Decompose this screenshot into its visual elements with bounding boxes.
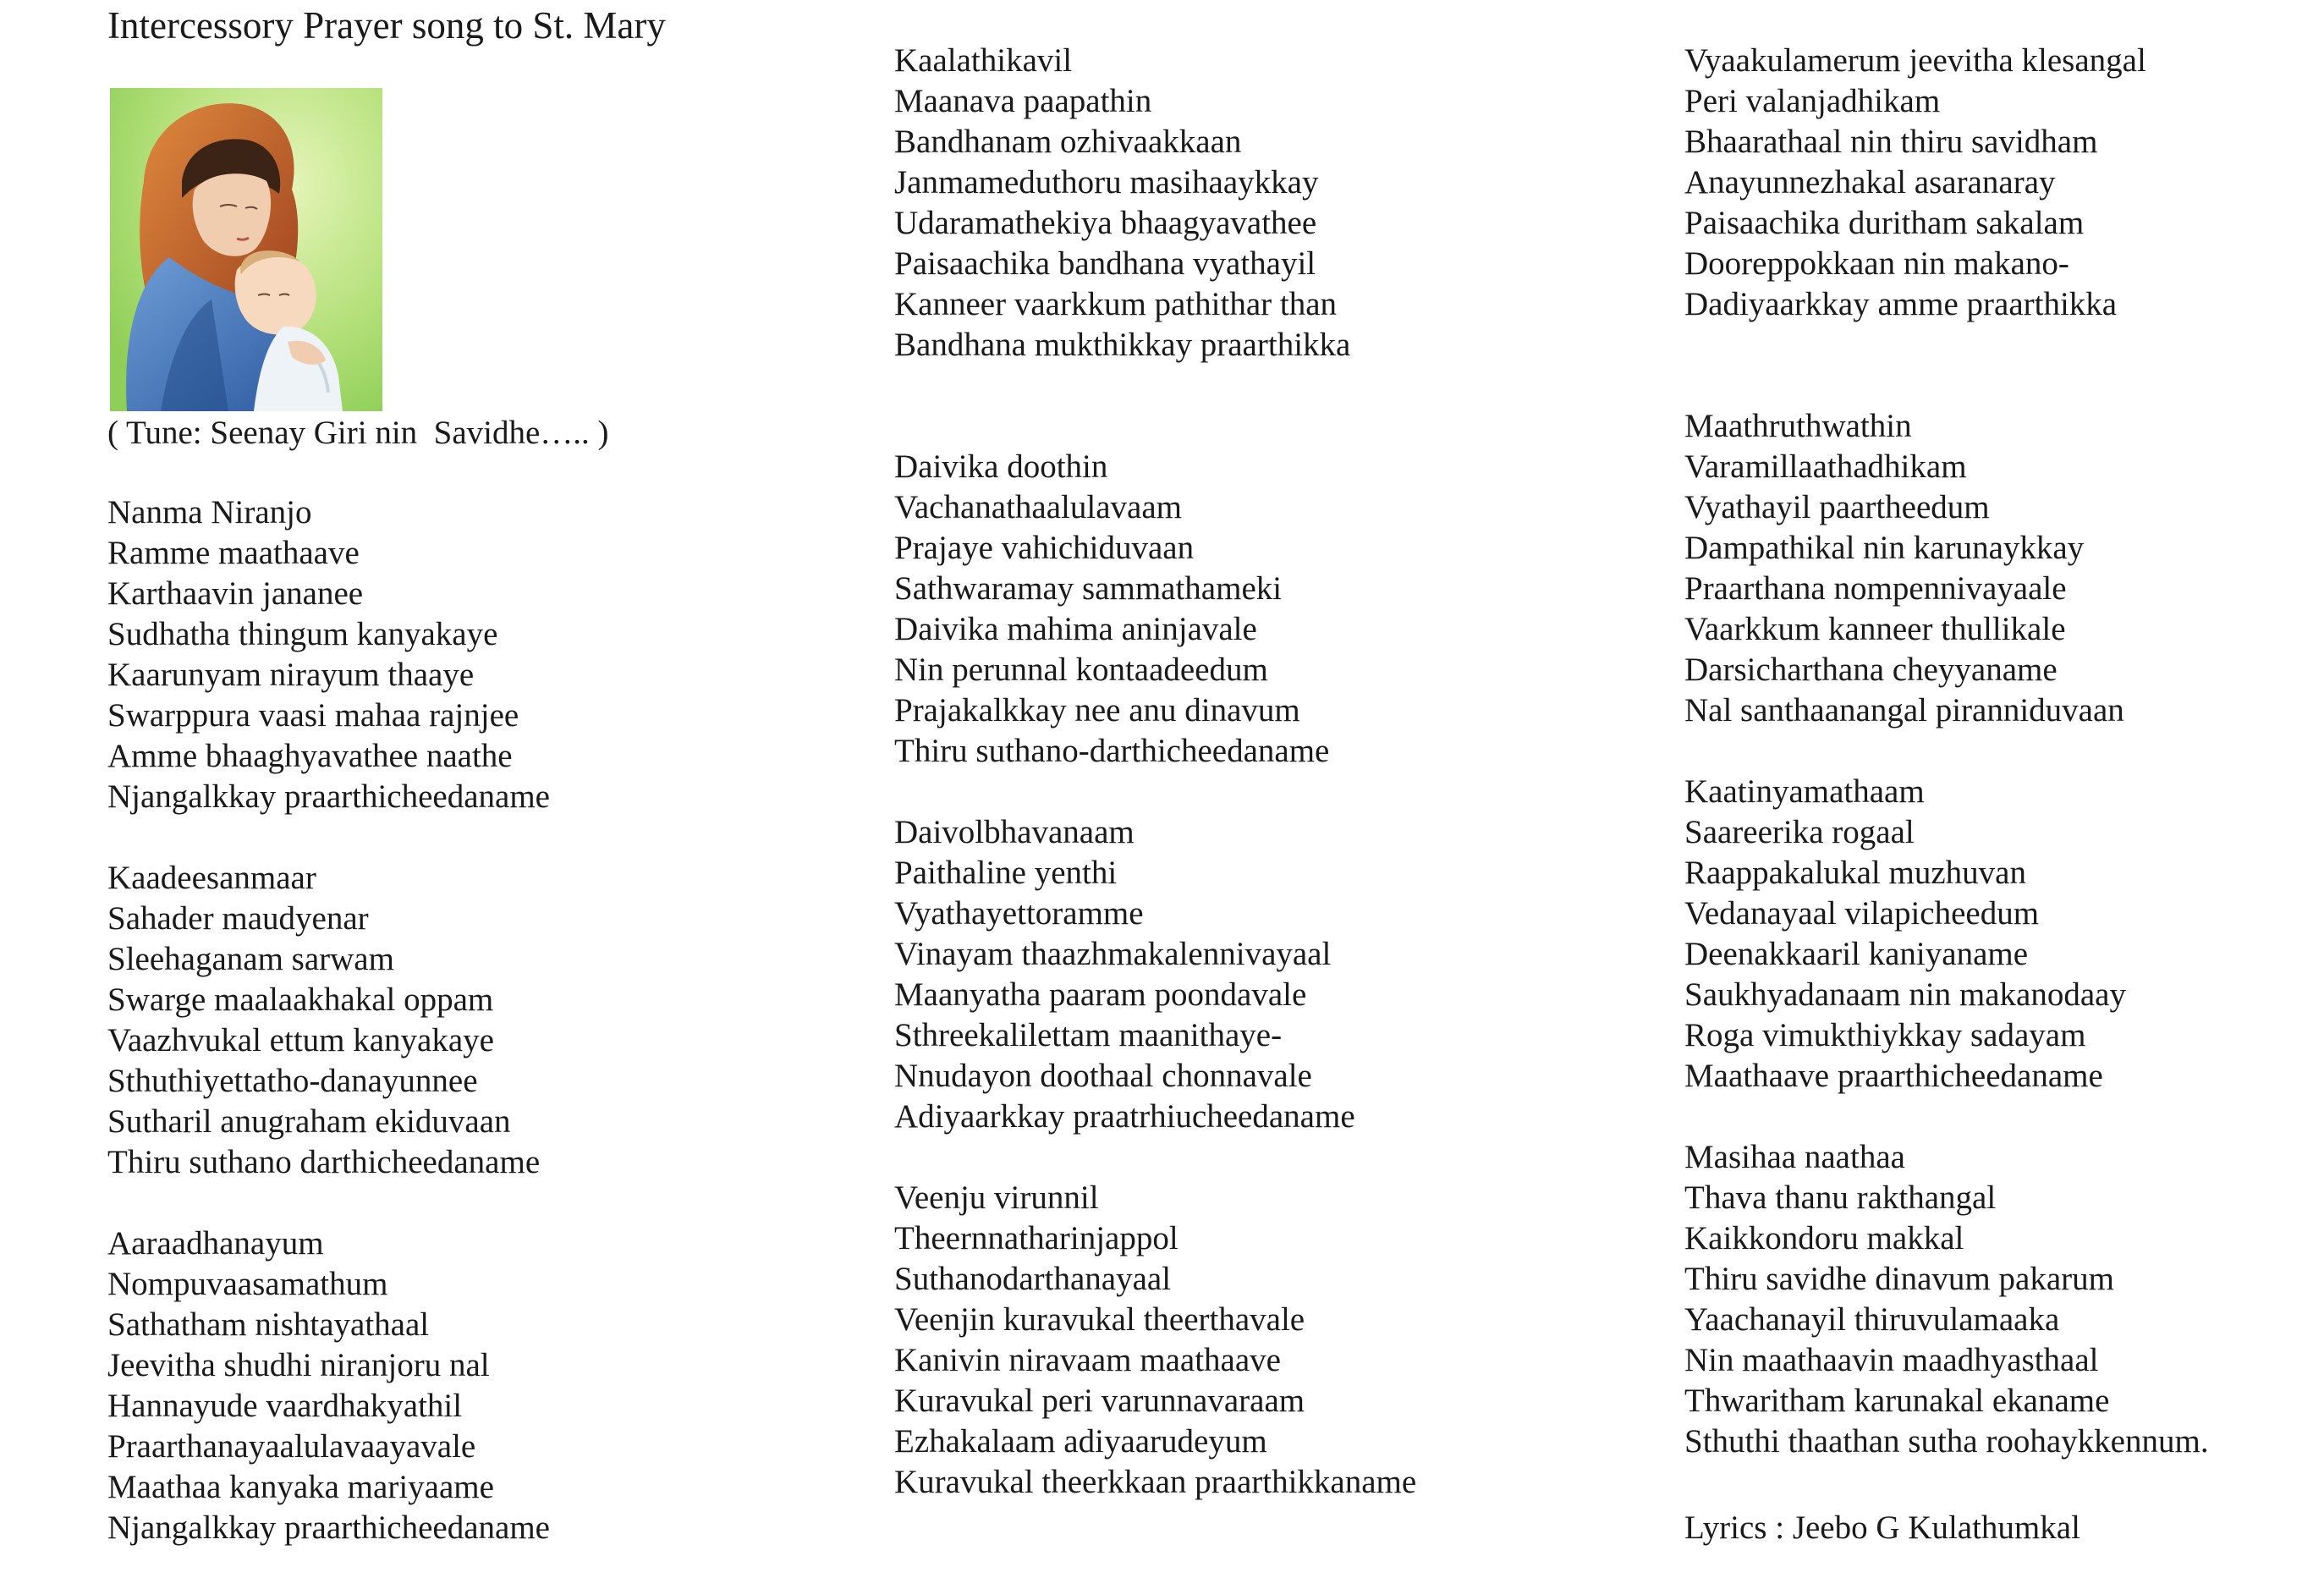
lyrics-credit: Lyrics : Jeebo G Kulathumkal bbox=[1684, 1509, 2080, 1546]
lyric-line: Udaramathekiya bhaagyavathee bbox=[894, 205, 1317, 241]
lyric-line: Peri valanjadhikam bbox=[1684, 83, 1941, 119]
lyric-line: Thwaritham karunakal ekaname bbox=[1684, 1383, 2110, 1419]
lyric-line: Vaazhvukal ettum kanyakaye bbox=[107, 1022, 494, 1058]
lyric-line: Njangalkkay praarthicheedaname bbox=[107, 1509, 550, 1546]
lyric-line: Sutharil anugraham ekiduvaan bbox=[107, 1103, 511, 1140]
lyric-line: Kanneer vaarkkum pathithar than bbox=[894, 286, 1338, 322]
lyric-line: Bandhana mukthikkay praarthikka bbox=[894, 327, 1351, 363]
lyric-line: Nin perunnal kontaadeedum bbox=[894, 652, 1268, 688]
lyric-line: Dampathikal nin karunaykkay bbox=[1684, 530, 2085, 566]
lyric-line: Deenakkaaril kaniyaname bbox=[1684, 936, 2029, 972]
lyric-line: Sleehaganam sarwam bbox=[107, 941, 394, 977]
lyric-line: Maanyatha paaram poondavale bbox=[894, 976, 1307, 1013]
lyric-line: Vaarkkum kanneer thullikale bbox=[1684, 611, 2066, 647]
lyric-line: Bandhanam ozhivaakkaan bbox=[894, 124, 1242, 160]
lyric-line: Swarppura vaasi mahaa rajnjee bbox=[107, 697, 519, 734]
lyric-line: Thava thanu rakthangal bbox=[1684, 1179, 1997, 1216]
stanza bbox=[1684, 41, 2310, 325]
lyric-line: Raappakalukal muzhuvan bbox=[1684, 855, 2026, 891]
lyric-line: Kaalathikavil bbox=[894, 42, 1073, 79]
lyric-line: Karthaavin jananee bbox=[107, 575, 364, 612]
lyric-line: Daivolbhavanaam bbox=[894, 814, 1135, 850]
madonna-and-child-illustration bbox=[110, 88, 382, 411]
lyric-line: Vyathayettoramme bbox=[894, 895, 1144, 932]
stanza bbox=[1684, 1137, 2310, 1462]
stanza-list bbox=[107, 492, 869, 1589]
lyric-line: Nin maathaavin maadhyasthaal bbox=[1684, 1342, 2099, 1378]
lyric-line: Dooreppokkaan nin makano- bbox=[1684, 245, 2069, 282]
stanza bbox=[894, 447, 1639, 772]
lyric-line: Sahader maudyenar bbox=[107, 900, 369, 937]
lyric-line: Adiyaarkkay praatrhiucheedaname bbox=[894, 1098, 1355, 1135]
lyric-line: Bhaarathaal nin thiru savidham bbox=[1684, 124, 2098, 160]
lyric-line: Paisaachika duritham sakalam bbox=[1684, 205, 2085, 241]
lyric-line: Praarthanayaalulavaayavale bbox=[107, 1428, 476, 1465]
lyric-line: Thiru savidhe dinavum pakarum bbox=[1684, 1261, 2114, 1297]
stanza-list bbox=[894, 41, 1639, 1543]
lyric-line: Kuravukal peri varunnavaraam bbox=[894, 1383, 1305, 1419]
lyric-line: Kaatinyamathaam bbox=[1684, 773, 1925, 810]
lyric-line: Kaikkondoru makkal bbox=[1684, 1220, 1964, 1256]
lyric-line: Dadiyaarkkay amme praarthikka bbox=[1684, 286, 2118, 322]
lyric-line: Vinayam thaazhmakalennivayaal bbox=[894, 936, 1332, 972]
lyric-line: Njangalkkay praarthicheedaname bbox=[107, 778, 550, 815]
lyric-line: Veenjin kuravukal theerthavale bbox=[894, 1301, 1305, 1338]
lyric-line: Anayunnezhakal asaranaray bbox=[1684, 164, 2056, 201]
lyric-line: Maathaave praarthicheedaname bbox=[1684, 1058, 2103, 1094]
lyric-line: Jeevitha shudhi niranjoru nal bbox=[107, 1347, 490, 1383]
lyric-line: Praarthana nompennivayaale bbox=[1684, 570, 2067, 607]
lyric-line: Ezhakalaam adiyaarudeyum bbox=[894, 1423, 1267, 1460]
tune-note: ( Tune: Seenay Giri nin Savidhe….. ) bbox=[107, 415, 609, 451]
lyric-line: Thiru suthano-darthicheedaname bbox=[894, 733, 1330, 769]
lyric-line: Varamillaathadhikam bbox=[1684, 448, 1967, 485]
lyric-line: Daivika doothin bbox=[894, 448, 1108, 485]
lyric-line: Masihaa naathaa bbox=[1684, 1139, 1905, 1175]
lyric-line: Sathwaramay sammathameki bbox=[894, 570, 1283, 607]
lyric-line: Nanma Niranjo bbox=[107, 494, 312, 531]
lyric-line: Amme bhaaghyavathee naathe bbox=[107, 738, 513, 774]
stanza bbox=[894, 1178, 1639, 1503]
lyric-line: Veenju virunnil bbox=[894, 1179, 1099, 1216]
lyric-line: Aaraadhanayum bbox=[107, 1225, 324, 1262]
lyric-line: Nompuvaasamathum bbox=[107, 1266, 388, 1302]
lyric-line: Darsicharthana cheyyaname bbox=[1684, 652, 2058, 688]
lyric-line: Maathaa kanyaka mariyaame bbox=[107, 1469, 494, 1505]
stanza bbox=[1684, 406, 2310, 731]
lyric-line: Thiru suthano darthicheedaname bbox=[107, 1144, 541, 1180]
stanza bbox=[107, 1223, 869, 1548]
lyric-line: Paithaline yenthi bbox=[894, 855, 1118, 891]
lyric-line: Paisaachika bandhana vyathayil bbox=[894, 245, 1316, 282]
lyric-line: Sthreekalilettam maanithaye- bbox=[894, 1017, 1283, 1053]
lyric-line: Vedanayaal vilapicheedum bbox=[1684, 895, 2040, 932]
lyric-line: Yaachanayil thiruvulamaaka bbox=[1684, 1301, 2060, 1338]
lyric-line: Kaarunyam nirayum thaaye bbox=[107, 657, 475, 693]
stanza-list bbox=[1684, 41, 2310, 1503]
lyric-line: Ramme maathaave bbox=[107, 535, 360, 571]
stanza bbox=[894, 41, 1639, 366]
lyric-line: Janmameduthoru masihaaykkay bbox=[894, 164, 1319, 201]
lyric-line: Roga vimukthiykkay sadayam bbox=[1684, 1017, 2086, 1053]
lyric-line: Daivika mahima aninjavale bbox=[894, 611, 1257, 647]
lyric-line: Theernnatharinjappol bbox=[894, 1220, 1178, 1256]
lyric-line: Kanivin niravaam maathaave bbox=[894, 1342, 1281, 1378]
page-title: Intercessory Prayer song to St. Mary bbox=[107, 4, 666, 47]
madonna-and-child-image bbox=[110, 88, 382, 411]
stanza bbox=[1684, 772, 2310, 1097]
lyric-line: Sathatham nishtayathaal bbox=[107, 1306, 430, 1343]
lyric-line: Saukhyadanaam nin makanodaay bbox=[1684, 976, 2126, 1013]
lyric-line: Maathruthwathin bbox=[1684, 408, 1912, 444]
lyric-line: Kuravukal theerkkaan praarthikkaname bbox=[894, 1464, 1417, 1500]
lyric-line: Suthanodarthanayaal bbox=[894, 1261, 1172, 1297]
lyric-line: Prajakalkkay nee anu dinavum bbox=[894, 692, 1300, 729]
lyric-line: Vyaakulamerum jeevitha klesangal bbox=[1684, 42, 2146, 79]
lyric-line: Kaadeesanmaar bbox=[107, 860, 316, 896]
lyric-line: Saareerika rogaal bbox=[1684, 814, 1915, 850]
lyric-line: Nnudayon doothaal chonnavale bbox=[894, 1058, 1312, 1094]
lyric-line: Sudhatha thingum kanyakaye bbox=[107, 616, 498, 652]
stanza bbox=[107, 492, 869, 817]
lyric-line: Nal santhaanangal piranniduvaan bbox=[1684, 692, 2124, 729]
lyric-line: Vachanathaalulavaam bbox=[894, 489, 1182, 525]
lyric-line: Swarge maalaakhakal oppam bbox=[107, 981, 494, 1018]
lyric-line: Sthuthi thaathan sutha roohaykkennum. bbox=[1684, 1423, 2209, 1460]
lyric-line: Sthuthiyettatho-danayunnee bbox=[107, 1063, 478, 1099]
lyric-line: Prajaye vahichiduvaan bbox=[894, 530, 1195, 566]
stanza bbox=[894, 812, 1639, 1137]
lyric-line: Vyathayil paartheedum bbox=[1684, 489, 1990, 525]
stanza bbox=[107, 858, 869, 1183]
lyric-line: Hannayude vaardhakyathil bbox=[107, 1388, 463, 1424]
lyric-line: Maanava paapathin bbox=[894, 83, 1152, 119]
